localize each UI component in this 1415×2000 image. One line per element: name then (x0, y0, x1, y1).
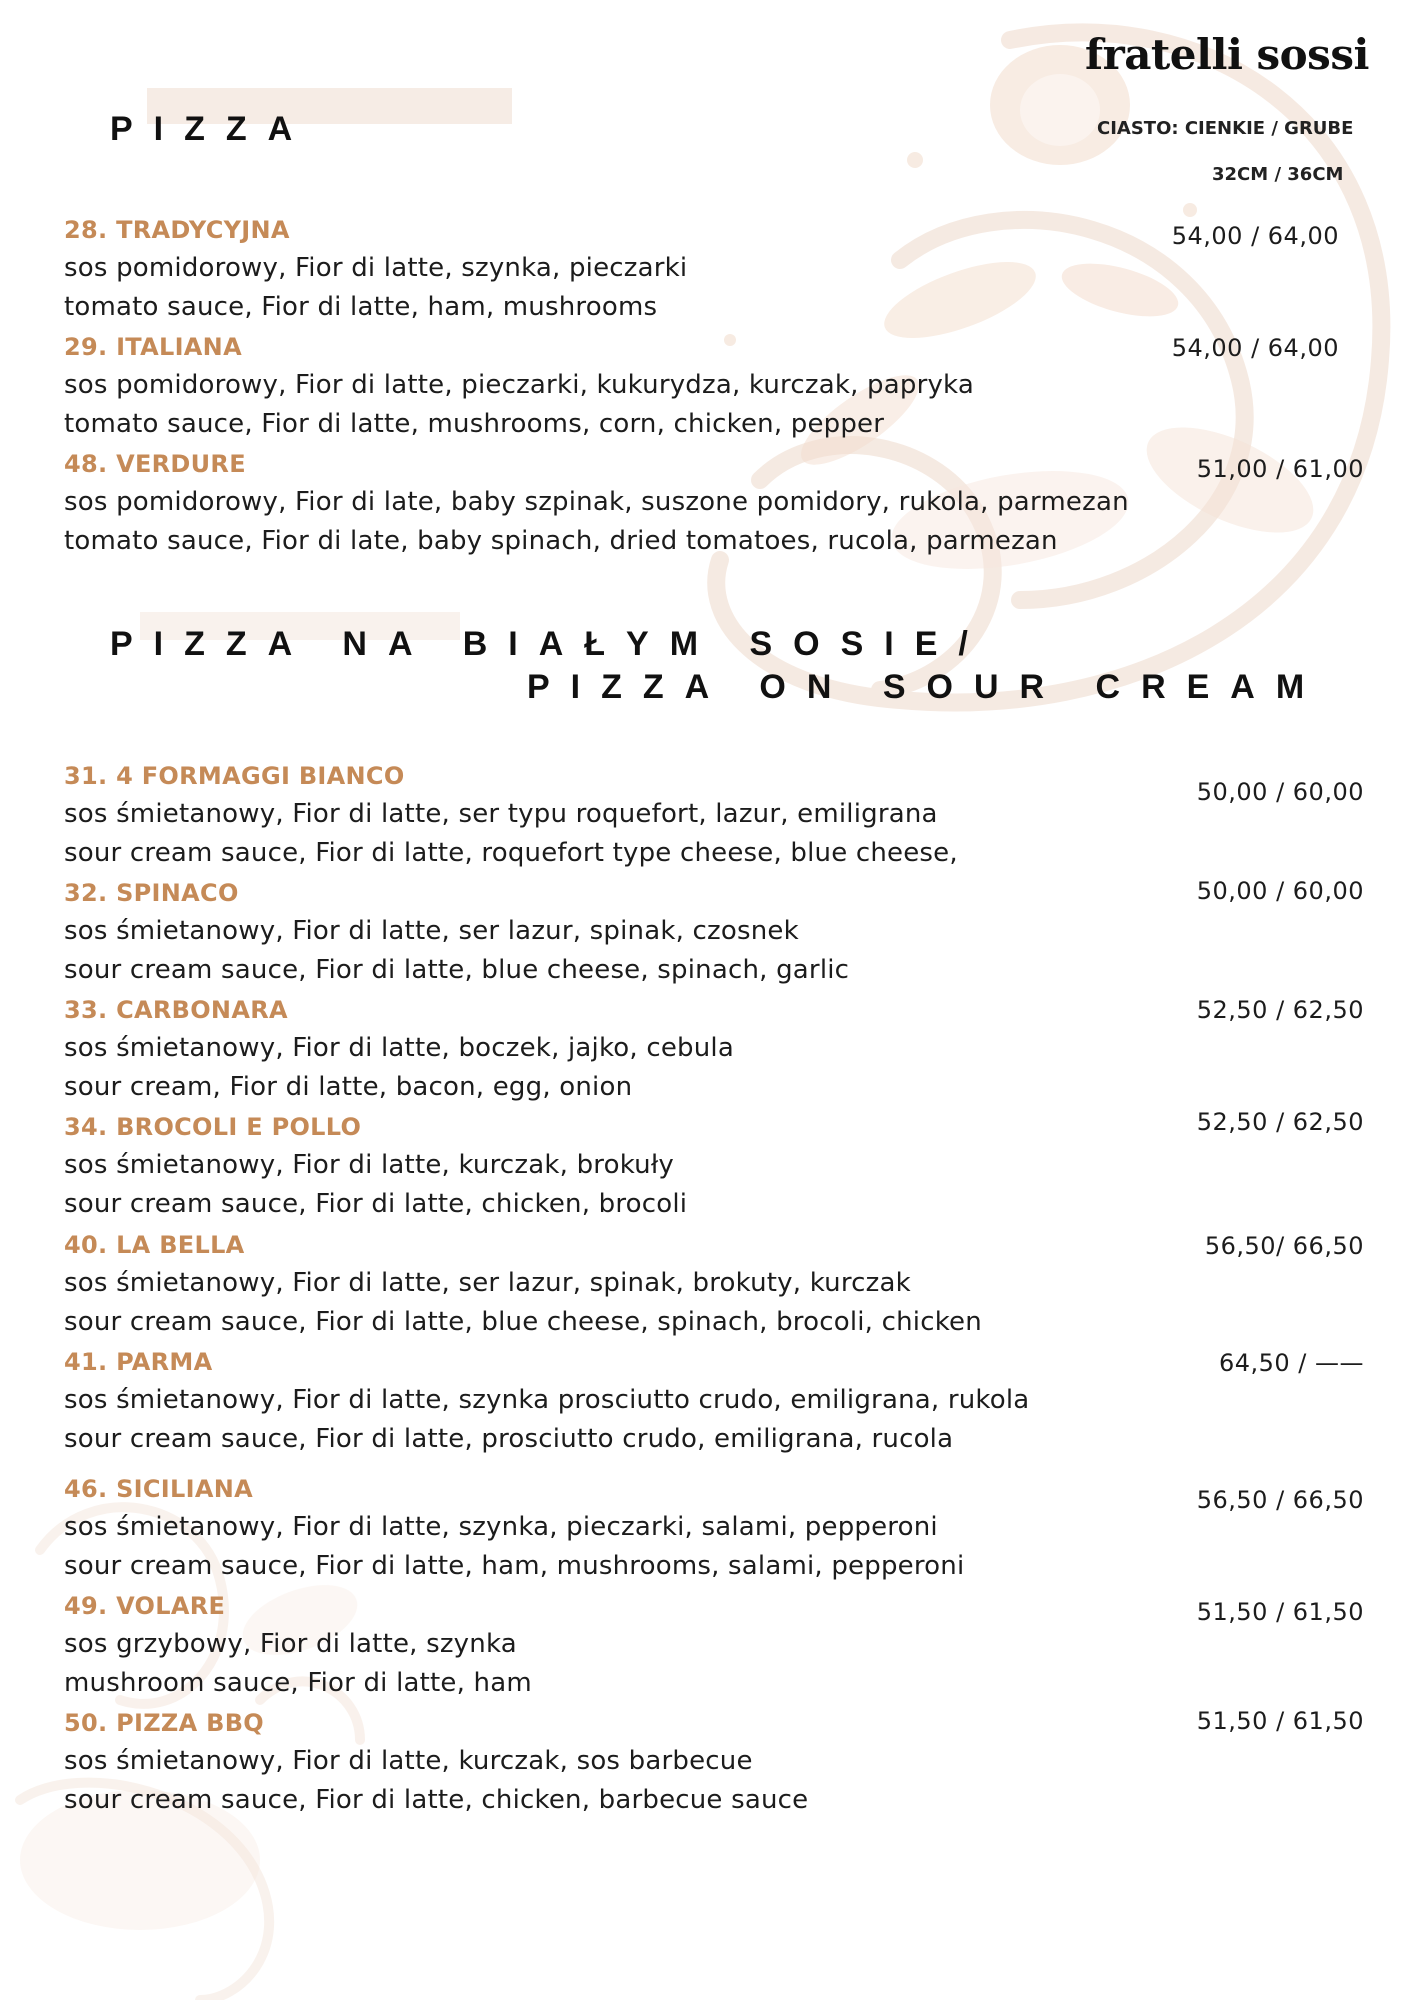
item-price: 52,50 / 62,50 (1196, 1108, 1364, 1136)
item-desc-pl: sos śmietanowy, Fior di latte, boczek, jajko, cebula (64, 1033, 734, 1063)
item-desc-en: sour cream sauce, Fior di latte, blue cheese, spinach, brocoli, chicken (64, 1307, 982, 1337)
item-price: 51,50 / 61,50 (1196, 1707, 1364, 1735)
section-title-pizza: PIZZA (110, 110, 314, 148)
item-desc-pl: sos śmietanowy, Fior di latte, ser lazur, spinak, brokuty, kurczak (64, 1268, 911, 1298)
crust-info: CIASTO: CIENKIE / GRUBE (1097, 118, 1354, 139)
item-desc-pl: sos pomidorowy, Fior di latte, szynka, pieczarki (64, 253, 688, 283)
item-desc-en: sour cream sauce, Fior di latte, chicken, brocoli (64, 1189, 688, 1219)
item-price: 64,50 / —— (1218, 1349, 1364, 1377)
item-price: 56,50 / 66,50 (1196, 1486, 1364, 1514)
item-desc-en: sour cream, Fior di latte, bacon, egg, onion (64, 1072, 633, 1102)
brand-logo: fratelli sossi (1085, 30, 1369, 79)
item-desc-en: mushroom sauce, Fior di latte, ham (64, 1668, 532, 1698)
item-name: 48. VERDURE (64, 450, 246, 478)
item-price: 51,00 / 61,00 (1196, 455, 1364, 483)
item-desc-pl: sos pomidorowy, Fior di late, baby szpinak, suszone pomidory, rukola, parmezan (64, 487, 1129, 517)
item-name: 41. PARMA (64, 1348, 213, 1376)
item-price: 50,00 / 60,00 (1196, 778, 1364, 806)
section-title-white-line1: PIZZA NA BIAŁYM SOSIE/ (110, 625, 989, 663)
item-name: 33. CARBONARA (64, 996, 288, 1024)
item-desc-en: tomato sauce, Fior di latte, mushrooms, corn, chicken, pepper (64, 409, 885, 439)
item-name: 46. SICILIANA (64, 1475, 253, 1503)
item-desc-pl: sos śmietanowy, Fior di latte, szynka prosciutto crudo, emiligrana, rukola (64, 1385, 1030, 1415)
item-desc-pl: sos śmietanowy, Fior di latte, ser lazur, spinak, czosnek (64, 916, 799, 946)
item-name: 49. VOLARE (64, 1592, 226, 1620)
item-price: 54,00 / 64,00 (1171, 334, 1339, 362)
item-name: 28. TRADYCYJNA (64, 216, 290, 244)
item-name: 31. 4 FORMAGGI BIANCO (64, 762, 405, 790)
item-desc-en: sour cream sauce, Fior di latte, blue cheese, spinach, garlic (64, 955, 850, 985)
section-title-white-line2: PIZZA ON SOUR CREAM (527, 668, 1326, 706)
item-price: 56,50/ 66,50 (1204, 1232, 1364, 1260)
item-desc-en: tomato sauce, Fior di late, baby spinach, dried tomatoes, rucola, parmezan (64, 526, 1058, 556)
item-desc-pl: sos pomidorowy, Fior di latte, pieczarki, kukurydza, kurczak, papryka (64, 370, 974, 400)
item-desc-en: sour cream sauce, Fior di latte, ham, mushrooms, salami, pepperoni (64, 1551, 965, 1581)
item-desc-en: sour cream sauce, Fior di latte, chicken, barbecue sauce (64, 1785, 809, 1815)
item-price: 50,00 / 60,00 (1196, 877, 1364, 905)
item-name: 34. BROCOLI E POLLO (64, 1113, 362, 1141)
item-name: 32. SPINACO (64, 879, 239, 907)
item-name: 50. PIZZA BBQ (64, 1709, 265, 1737)
item-desc-pl: sos śmietanowy, Fior di latte, szynka, pieczarki, salami, pepperoni (64, 1512, 938, 1542)
item-price: 54,00 / 64,00 (1171, 222, 1339, 250)
size-info: 32CM / 36CM (1212, 164, 1344, 185)
item-desc-en: tomato sauce, Fior di latte, ham, mushrooms (64, 292, 658, 322)
item-desc-pl: sos śmietanowy, Fior di latte, ser typu roquefort, lazur, emiligrana (64, 799, 938, 829)
item-desc-pl: sos grzybowy, Fior di latte, szynka (64, 1629, 517, 1659)
item-name: 40. LA BELLA (64, 1231, 245, 1259)
item-price: 51,50 / 61,50 (1196, 1598, 1364, 1626)
item-desc-pl: sos śmietanowy, Fior di latte, kurczak, sos barbecue (64, 1746, 753, 1776)
item-desc-en: sour cream sauce, Fior di latte, prosciutto crudo, emiligrana, rucola (64, 1424, 954, 1454)
item-desc-en: sour cream sauce, Fior di latte, roquefort type cheese, blue cheese, (64, 838, 958, 868)
item-desc-pl: sos śmietanowy, Fior di latte, kurczak, brokuły (64, 1150, 675, 1180)
item-price: 52,50 / 62,50 (1196, 996, 1364, 1024)
item-name: 29. ITALIANA (64, 333, 242, 361)
